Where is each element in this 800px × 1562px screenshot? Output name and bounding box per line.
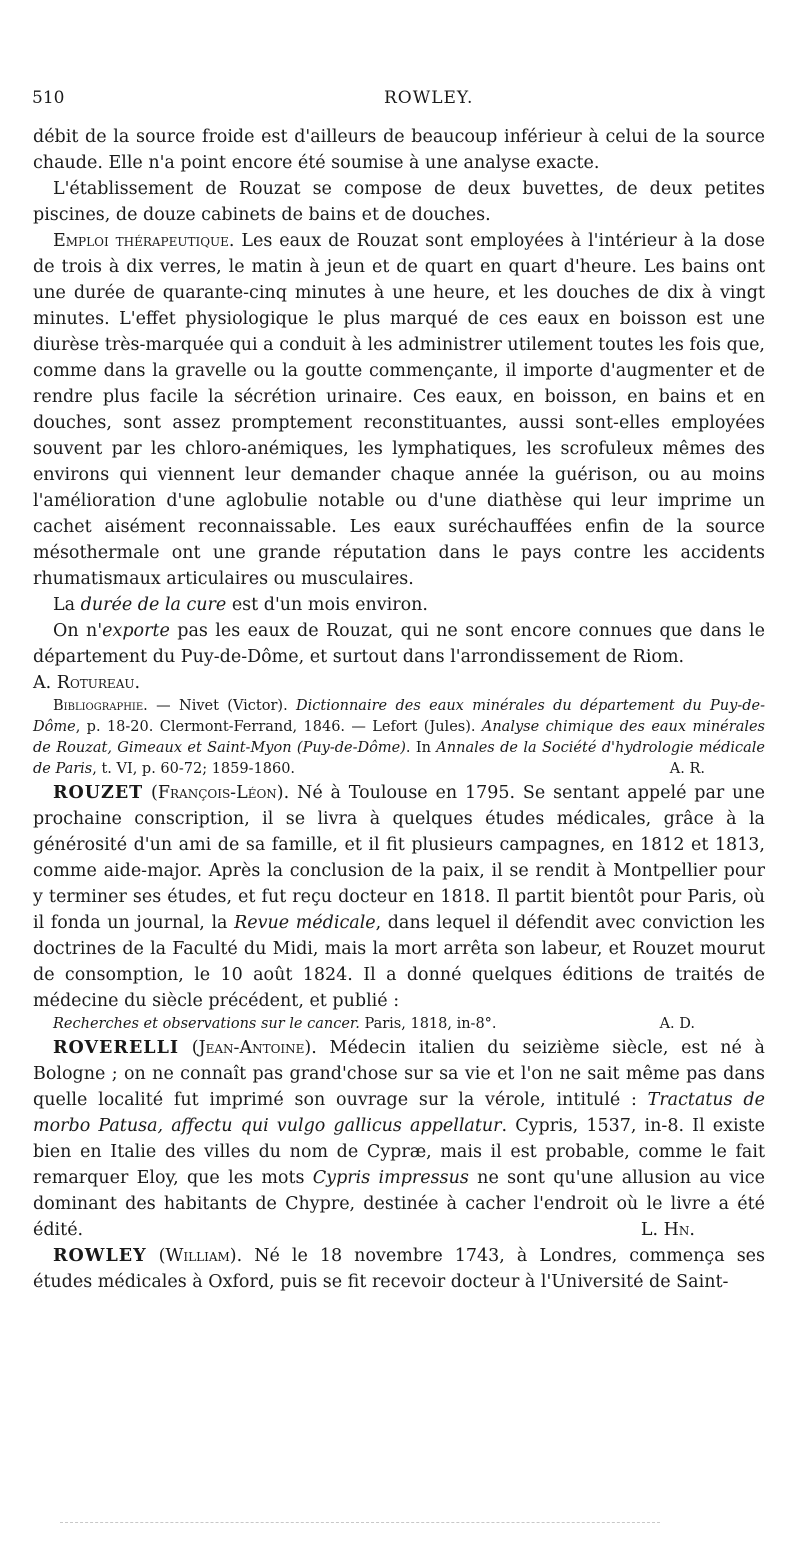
rouzet-work-title: Recherches et observations sur le cancer. — [53, 1016, 360, 1032]
p5-text-a: On n' — [53, 621, 103, 641]
p4-italic: durée de la cure — [80, 595, 227, 615]
rouzet-text-a: Né à Toulouse en 1795. Se sentant appelé par une prochaine conscription, il se livra à quelques études médicales, grâce à la générosité d'un ami de sa famille, et il fit plusieurs campagnes, en 1812 et 1813, comme aide-major. Après la conclusion de la paix, il se rendit à Montpellier pour y terminer ses études, et fut reçu docteur en 1818. Il partit bientôt pour Paris, où il fonda un journal, la — [33, 783, 765, 933]
rowley-entry — [33, 1243, 765, 1295]
rowley-name: ROWLEY — [53, 1246, 147, 1266]
roverelli-text-c: ne sont qu'une allusion au vice dominant des habitants de Chypre, destinée à cacher l'endroit où le livre a été édité. — [33, 1168, 765, 1240]
bib-title-2: Analyse chimique des eaux minérales de Rouzat, Gimeaux et Saint-Myon (Puy-de-Dôme) — [33, 719, 765, 756]
roverelli-name: ROVERELLI — [53, 1038, 180, 1058]
bleed-through-line — [60, 1522, 660, 1524]
rouzat-paragraph-3 — [33, 228, 765, 592]
roverelli-signature: L. Hn. — [640, 1220, 695, 1240]
emploi-label: Emploi thérapeutique. — [53, 231, 235, 251]
rouzet-name: ROUZET — [53, 783, 144, 803]
rouzat-p3-text: Les eaux de Rouzat sont employées à l'intérieur à la dose de trois à dix verres, le matin à jeun et de quart en quart d'heure. Les bains ont une durée de quarante-cinq minutes à une heure, et les douches de dix à vingt minutes. L'effet physiologique le plus marqué de ces eaux en boisson est une diurèse très-marquée qui a conduit à les administrer utilement toutes les fois que, comme dans la gravelle ou la goutte commençante, il importe d'augmenter et de rendre plus facile la sécrétion urinaire. Ces eaux, en boisson, en bains et en douches, sont assez promptement reconstituantes, aussi sont-elles employées souvent par les chloro-anémiques, les lymphatiques, les scrofuleux mêmes des environs qui viennent leur demander chaque année la guérison, ou au moins l'amélioration d'une aglobulie notable ou d'une diathèse qui leur imprime un cachet aisément reconnaissable. Les eaux suréchauffées enfin de la source mésothermale ont une grande réputation dans le pays contre les accidents rhumatismaux articulaires ou musculaires. — [33, 231, 765, 589]
rouzet-journal: Revue médicale — [234, 913, 376, 933]
rowley-given: (William). — [146, 1246, 243, 1266]
running-head: ROWLEY. — [384, 88, 474, 108]
roverelli-given: (Jean-Antoine). — [179, 1038, 317, 1058]
bib-title-1: Dictionnaire des eaux minérales du département du Puy-de-Dôme — [33, 698, 766, 735]
bib-text-4: , t. VI, p. 60-72; 1859-1860. — [92, 761, 296, 777]
page-number: 510 — [32, 88, 65, 108]
rouzet-work-details: Paris, 1818, in-8°. — [359, 1016, 497, 1032]
p5-text-b: pas les eaux de Rouzat, qui ne sont encore connues que dans le département du Puy-de-Dôme, et surtout dans l'arrondissement de Riom. — [33, 621, 765, 667]
rouzat-paragraph-1: débit de la source froide est d'ailleurs de beaucoup inférieur à celui de la source chaude. Elle n'a point encore été soumise à une analyse exacte. — [33, 127, 765, 173]
rouzet-work — [33, 1014, 765, 1035]
roverelli-text-a: Médecin italien du seizième siècle, est né à Bologne ; on ne connaît pas grand'chose sur sa vie et l'on ne sait même pas dans quelle localité fut imprimé son ouvrage sur la vérole, intitulé : — [33, 1038, 765, 1110]
roverelli-text-b: . Cypris, 1537, in-8. Il existe bien en Italie des villes du nom de Cypræ, mais il est probable, comme le fait remarquer Eloy, que les mots — [33, 1116, 765, 1188]
rouzat-signature: A. Rotureau. — [33, 673, 141, 693]
roverelli-cypris: Cypris impressus — [312, 1168, 469, 1188]
bib-title-3: Annales de la Société d'hydrologie médicale de Paris — [33, 740, 765, 777]
rouzet-given: (François-Léon). — [143, 783, 290, 803]
rouzat-paragraph-4 — [33, 592, 765, 618]
rouzat-bibliography — [33, 696, 765, 780]
bib-text-3: . In — [405, 740, 437, 756]
rouzat-paragraph-2: L'établissement de Rouzat se compose de deux buvettes, de deux petites piscines, de douze cabinets de bains et de douches. — [33, 179, 765, 225]
roverelli-title: Tractatus de morbo Patusa, affectu qui vulgo gallicus appellatur — [33, 1090, 765, 1136]
bib-text-2: , p. 18-20. Clermont-Ferrand, 1846. — Lefort (Jules). — [75, 719, 482, 735]
p4-text-b: est d'un mois environ. — [226, 595, 428, 615]
page-body — [33, 124, 765, 1295]
bib-signature: A. R. — [669, 761, 705, 777]
roverelli-entry — [33, 1035, 765, 1243]
page-header — [32, 88, 760, 114]
bib-label: Bibliographie. — [53, 698, 148, 714]
bib-text-1: — Nivet (Victor). — [147, 698, 297, 714]
p5-italic: exporte — [102, 621, 170, 641]
rouzat-paragraph-5 — [33, 618, 765, 670]
p4-text-a: La — [53, 595, 81, 615]
rowley-text: Né le 18 novembre 1743, à Londres, commença ses études médicales à Oxford, puis se fit recevoir docteur à l'Université de Saint- — [33, 1246, 766, 1292]
rouzet-text-b: , dans lequel il défendit avec conviction les doctrines de la Faculté du Midi, mais la mort arrêta son labeur, et Rouzet mourut de consomption, le 10 août 1824. Il a donné quelques éditions de traités de médecine du siècle précédent, et publié : — [33, 913, 766, 1011]
rouzet-entry — [33, 780, 765, 1014]
rouzet-signature: A. D. — [659, 1016, 695, 1032]
